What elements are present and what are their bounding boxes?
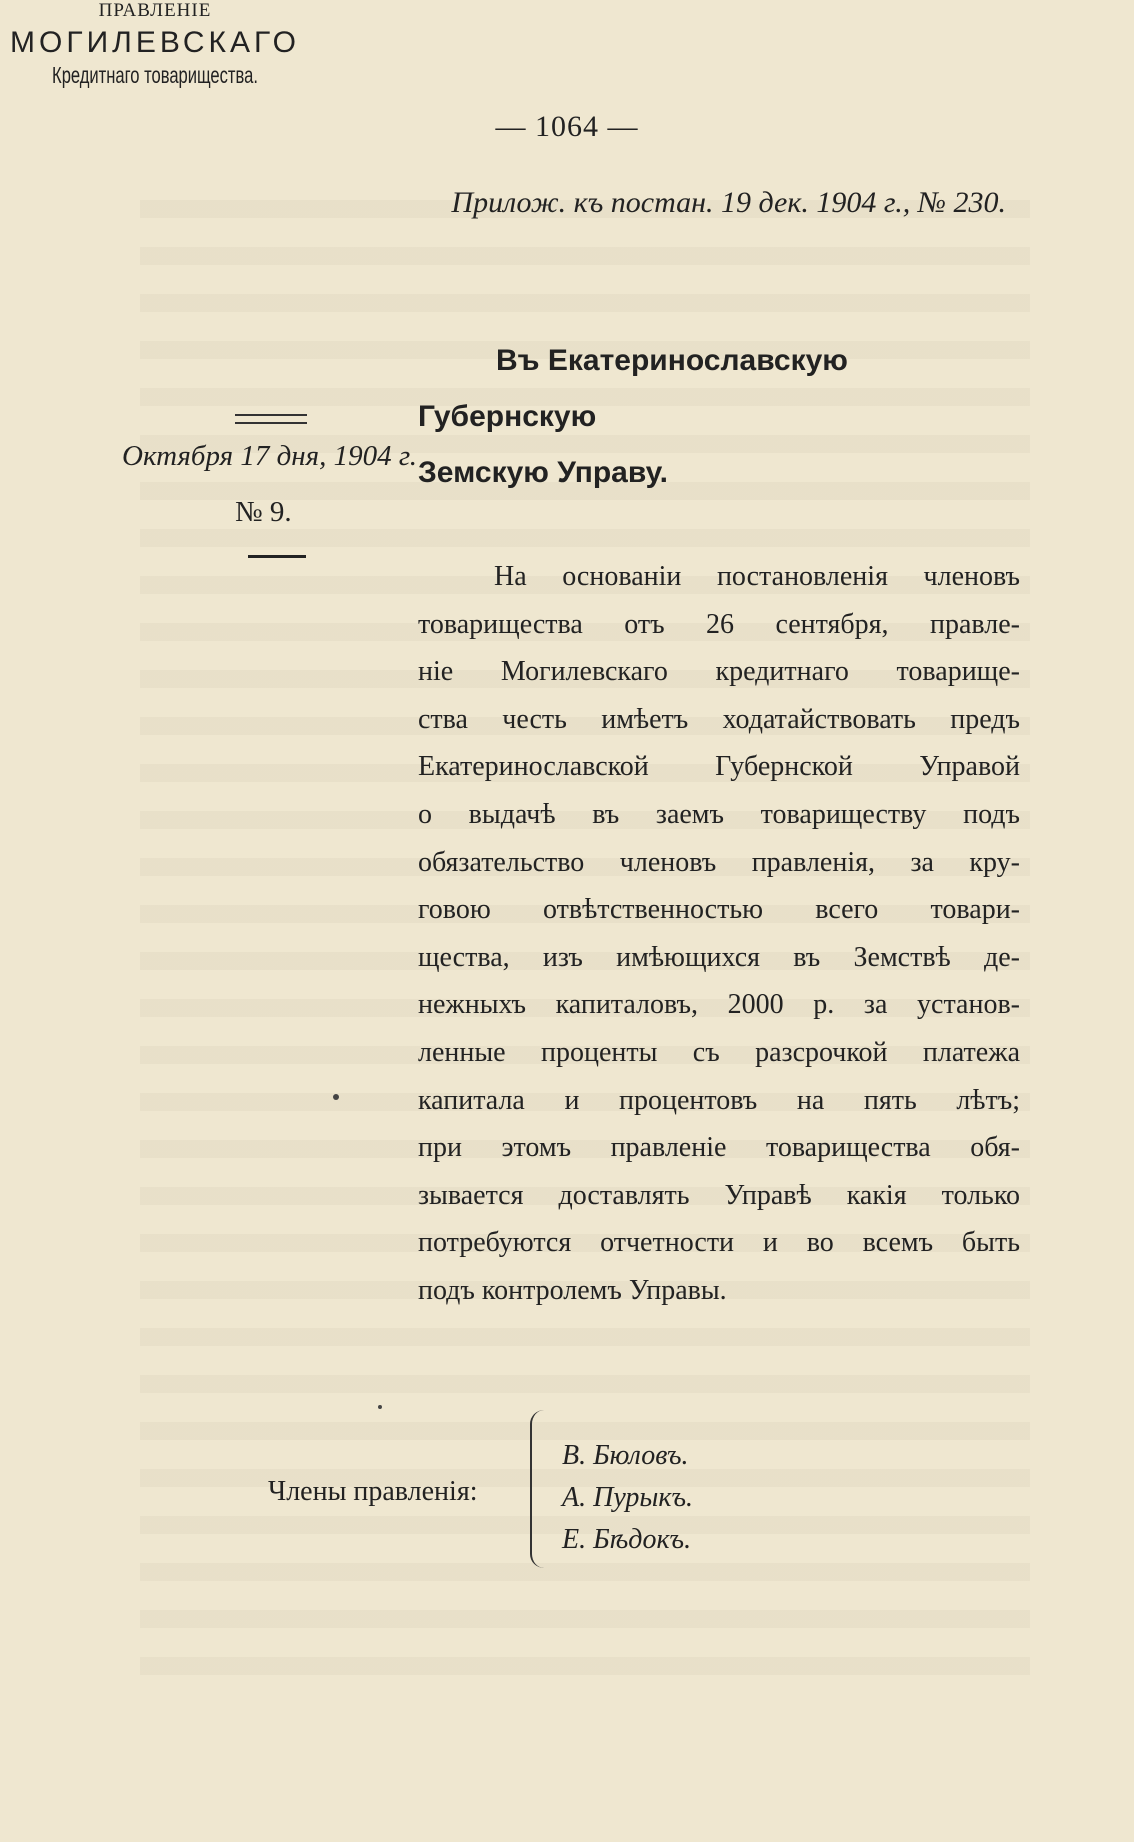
reference-line: Прилож. къ постан. 19 дек. 1904 г., № 230. [451, 186, 1006, 219]
page-number: — 1064 — [495, 110, 639, 143]
body-line: при этомъ правленіе товарищества обя- [418, 1132, 1020, 1164]
document-number: № 9. [235, 496, 292, 528]
body-line: товарищества отъ 26 сентября, правле- [418, 608, 1020, 640]
double-rule-divider [235, 414, 307, 424]
signature: А. Пурыкъ. [562, 1482, 693, 1513]
sender-date: Октября 17 дня, 1904 г. [122, 440, 418, 472]
signature-brace [530, 1410, 546, 1568]
ink-speck [333, 1094, 339, 1100]
number-underline [248, 555, 306, 558]
members-label: Члены правленія: [268, 1476, 478, 1507]
body-line: о выдачѣ въ заемъ товариществу подъ [418, 798, 1020, 830]
body-line: капитала и процентовъ на пять лѣтъ; [418, 1084, 1020, 1116]
body-line: щества, изъ имѣющихся въ Земствѣ де- [418, 941, 1020, 973]
body-line: ства честь имѣетъ ходатайствовать предъ [418, 703, 1020, 735]
body-line: подъ контролемъ Управы. [418, 1274, 727, 1306]
body-line: потребуются отчетности и во всемъ быть [418, 1227, 1020, 1259]
body-line: зывается доставлять Управѣ какія только [418, 1179, 1020, 1211]
sender-line2: МОГИЛЕВСКАГО [10, 26, 300, 59]
body-line: На основаніи постановленія членовъ [494, 561, 1020, 592]
signature: В. Бюловъ. [562, 1440, 689, 1471]
sender-block [0, 0, 310, 89]
addressee [418, 333, 1030, 501]
body-line: обязательство членовъ правленія, за кру- [418, 846, 1020, 878]
body-line: Екатеринославской Губернской Управой [418, 751, 1020, 783]
addressee-line1: Въ Екатеринославскую Губернскую [418, 344, 848, 433]
signature-list [562, 1435, 693, 1561]
body-line: говою отвѣтственностью всего товари- [418, 894, 1020, 926]
body-line: нежныхъ капиталовъ, 2000 р. за установ- [418, 989, 1020, 1021]
body-line: ніе Могилевскаго кредитнаго товарище- [418, 656, 1020, 688]
sender-line1: ПРАВЛЕНІЕ [98, 0, 212, 21]
body-line: ленные проценты съ разсрочкой платежа [418, 1036, 1020, 1068]
body-paragraph [418, 553, 1020, 1315]
ink-speck [378, 1405, 382, 1409]
sender-line3: Кредитнаго товарищества. [52, 62, 258, 88]
signature: Е. Бѣдокъ. [562, 1524, 692, 1555]
addressee-line2: Земскую Управу. [418, 456, 668, 489]
